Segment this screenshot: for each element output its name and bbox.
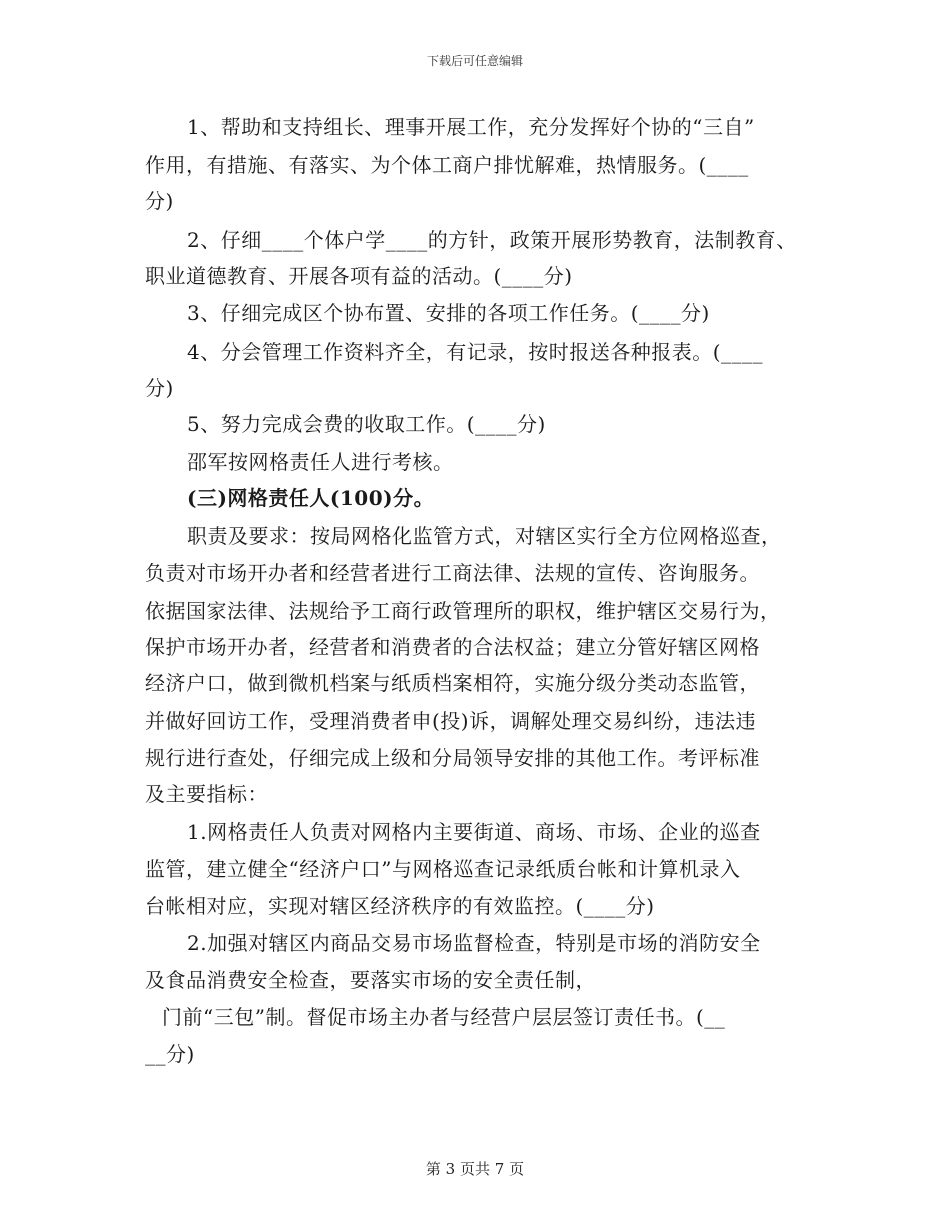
section-heading: (三)网格责任人(100)分。 bbox=[187, 486, 435, 510]
paragraph-line: 分) bbox=[145, 189, 174, 213]
paragraph-line: 职责及要求：按局网格化监管方式，对辖区实行全方位网格巡查， bbox=[187, 524, 782, 548]
paragraph-line: 邵军按网格责任人进行考核。 bbox=[187, 450, 454, 474]
paragraph-line: 1.网格责任人负责对网格内主要街道、商场、市场、企业的巡查 bbox=[187, 820, 761, 844]
paragraph-line: 3、仔细完成区个协布置、安排的各项工作任务。(____分) bbox=[187, 301, 710, 325]
paragraph-line: 5、努力完成会费的收取工作。(____分) bbox=[187, 412, 546, 436]
paragraph-line: __分) bbox=[145, 1042, 195, 1066]
paragraph-line: 1、帮助和支持组长、理事开展工作，充分发挥好个协的“三自” bbox=[187, 115, 755, 139]
paragraph-line: 规行进行查处，仔细完成上级和分局领导安排的其他工作。考评标准 bbox=[145, 746, 760, 770]
paragraph-line: 经济户口，做到微机档案与纸质档案相符，实施分级分类动态监管， bbox=[145, 671, 760, 695]
page-footer: 第 3 页共 7 页 bbox=[425, 1160, 525, 1178]
paragraph-line: 台帐相对应，实现对辖区经济秩序的有效监控。(____分) bbox=[145, 894, 655, 918]
paragraph-line: 4、分会管理工作资料齐全，有记录，按时报送各种报表。(____ bbox=[187, 340, 764, 364]
paragraph-line: 负责对市场开办者和经营者进行工商法律、法规的宣传、咨询服务。 bbox=[145, 561, 760, 585]
paragraph-line: 及食品消费安全检查，要落实市场的安全责任制， bbox=[145, 968, 596, 992]
paragraph-line: 依据国家法律、法规给予工商行政管理所的职权，维护辖区交易行为， bbox=[145, 599, 781, 623]
paragraph-line: 及主要指标： bbox=[145, 782, 268, 806]
paragraph-line: 作用，有措施、有落实、为个体工商户排忧解难，热情服务。(____ bbox=[145, 153, 749, 177]
paragraph-line: 职业道德教育、开展各项有益的活动。(____分) bbox=[145, 264, 573, 288]
paragraph-line: 监管，建立健全“经济户口”与网格巡查记录纸质台帐和计算机录入 bbox=[145, 857, 741, 881]
paragraph-line: 2.加强对辖区内商品交易市场监督检查，特别是市场的消防安全 bbox=[187, 931, 761, 955]
paragraph-line: 分) bbox=[145, 376, 174, 400]
page-header: 下载后可任意编辑 bbox=[426, 54, 523, 68]
paragraph-line: 并做好回访工作，受理消费者申(投)诉，调解处理交易纠纷，违法违 bbox=[145, 709, 757, 733]
paragraph-line: 门前“三包”制。督促市场主办者与经营户层层签订责任书。(__ bbox=[162, 1005, 726, 1029]
paragraph-line: 2、仔细____个体户学____的方针，政策开展形势教育，法制教育、 bbox=[187, 228, 797, 252]
paragraph-line: 保护市场开办者，经营者和消费者的合法权益；建立分管好辖区网格 bbox=[145, 635, 760, 659]
